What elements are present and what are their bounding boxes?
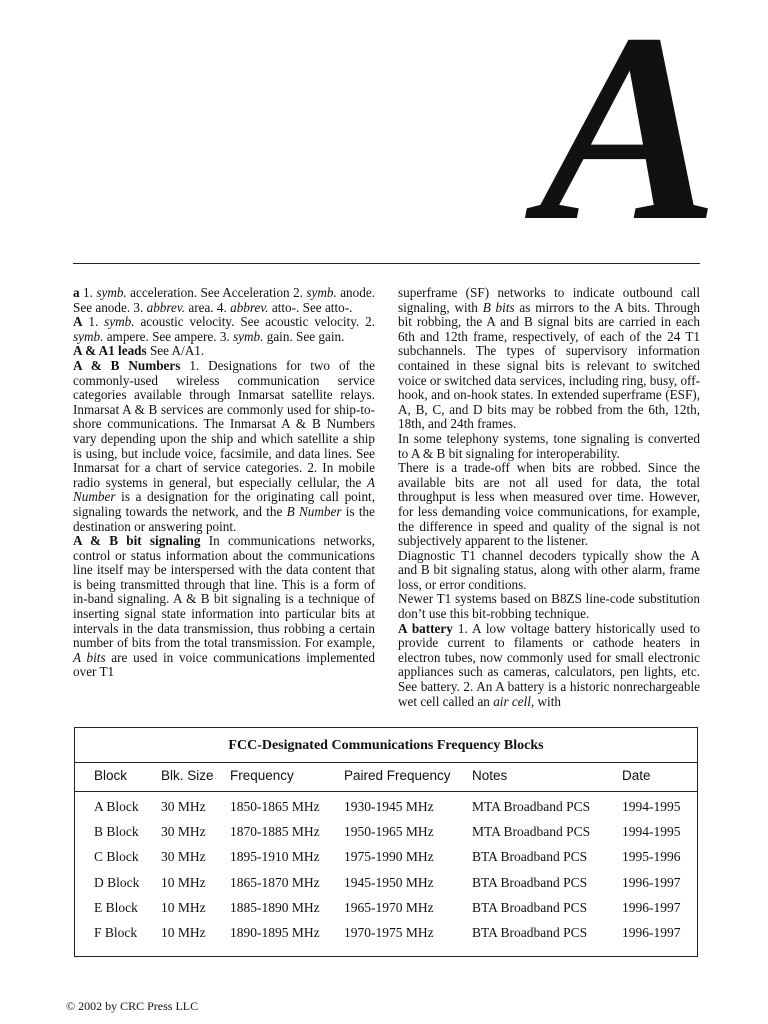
glossary-entry [398, 461, 700, 549]
table-cell: 1970-1975 MHz [344, 925, 434, 940]
glossary-entry [73, 359, 375, 534]
entry-text: anode. See anode. 3. [73, 285, 375, 315]
table-cell: BTA Broadband PCS [472, 899, 588, 915]
table-cell: 1895-1910 MHz [230, 849, 320, 865]
glossary-entry [398, 592, 700, 621]
copyright-footer: © 2002 by CRC Press LLC [66, 999, 199, 1013]
column-header: Frequency [230, 768, 294, 783]
entry-text: are used in voice communications implemented over T1 [73, 649, 375, 680]
header-rule [73, 263, 700, 264]
table-cell: F Block [94, 925, 138, 940]
entry-text: Diagnostic T1 channel decoders typically show the A and B bit signaling status, along with other alarm, frame loss, or error conditions. [398, 547, 700, 592]
table-cell: 30 MHz [161, 849, 206, 865]
table-cell: MTA Broadband PCS [472, 799, 591, 814]
glossary-entry [73, 534, 375, 680]
column-header: Date [622, 768, 651, 783]
entry-term: a [73, 285, 80, 300]
entry-text: symb. [96, 285, 127, 300]
table-cell: E Block [94, 899, 138, 915]
table-header-rule [75, 791, 697, 792]
entry-term: A & B bit signaling [73, 533, 201, 549]
table-cell: 1850-1865 MHz [230, 799, 320, 814]
glossary-entry [398, 622, 700, 710]
column-header: Notes [472, 768, 508, 783]
glossary-entry [73, 315, 375, 344]
entry-text: 1. [82, 314, 105, 330]
table-cell: 1885-1890 MHz [230, 899, 320, 915]
entry-text: acoustic velocity. See acoustic velocity. 2. [134, 314, 376, 330]
left-column [73, 286, 375, 680]
entry-text: A Number [73, 474, 375, 505]
table-cell: 1930-1945 MHz [344, 799, 434, 814]
entry-text: acceleration. See Acceleration 2. [126, 285, 307, 300]
table-cell: 1996-1997 [622, 874, 681, 890]
table-cell: 1870-1885 MHz [230, 824, 320, 840]
table-cell: 10 MHz [161, 925, 206, 940]
entry-text: 1. Designations for two of the commonly-used wireless communication service categories available through Inmarsat satellite relays. Inmarsat A & B services are commonly used for ship-to-shore communications. The Inmarsat A & B Numbers vary depending upon the ship and which satellite a ship is using, but include voice, facsimile, and data lines. See Inmarsat for a chart of service categories. 2. In mobile radio systems in general, but especially cellular, the [73, 357, 375, 490]
entry-text: See A/A1. [146, 343, 205, 359]
table-cell: 1950-1965 MHz [344, 824, 434, 840]
table-cell: 1975-1990 MHz [344, 849, 434, 865]
entry-text: In some telephony systems, tone signaling is converted to A & B bit signaling for interoperability. [398, 430, 700, 461]
table-cell: 1995-1996 [622, 849, 681, 865]
chapter-letter: A [538, 0, 715, 277]
table-title-rule [75, 762, 697, 763]
glossary-entry [73, 344, 375, 359]
entry-text: as mirrors to the A bits. Through bit robbing, the A and B signal bits are carried in each 6th and 12th frame, respectively, of each of the 24 T1 subchannels. The types of supervisory information contained in these signal bits is relevant to switched voice or switched data services, including ring, busy, off-hook, and on-hook states. In extended superframe (ESF), A, B, C, and D bits may be robbed from the 6th, 12th, 18th, and 24th frames. [398, 299, 700, 432]
entry-text: symb. [104, 314, 135, 330]
entry-text: symb. [233, 328, 264, 344]
entry-text: 1. [79, 285, 97, 300]
entry-text: superframe (SF) networks to indicate outbound call signaling, with [398, 285, 700, 315]
table-cell: 10 MHz [161, 874, 206, 890]
entry-text: symb. [306, 285, 337, 300]
entry-text: B Number [286, 503, 342, 519]
right-column [398, 286, 700, 709]
table-cell: D Block [94, 874, 140, 890]
entry-text: is the destination or answering point. [73, 503, 375, 534]
entry-text: A bits [73, 649, 106, 665]
table-cell: 1890-1895 MHz [230, 925, 320, 940]
table-cell: 1945-1950 MHz [344, 874, 434, 890]
entry-text: abbrev. [230, 299, 269, 315]
entry-term: A & A1 leads [73, 343, 147, 359]
table-cell: 1996-1997 [622, 899, 681, 915]
table-cell: B Block [94, 824, 139, 840]
entry-text: In communications networks, control or status information about the communications line itself may be interspersed with the data content that is being transmitted through that line. This is a form of in-band signaling. A & B bit signaling is a technique of inserting signal state information into particular bits at intervals in the data transmission, thus robbing a certain number of bits from the total transmission. For example, [73, 533, 376, 651]
table-cell: A Block [94, 799, 139, 814]
column-header: Paired Frequency [344, 768, 451, 783]
glossary-entry [398, 432, 700, 461]
table-cell: 1865-1870 MHz [230, 874, 320, 890]
entry-text: , with [530, 693, 561, 709]
entry-text: abbrev. [146, 299, 186, 315]
table-cell: 1965-1970 MHz [344, 899, 434, 915]
column-header: Block [94, 768, 128, 783]
entry-text: gain. See gain. [263, 328, 345, 344]
entry-text: Newer T1 systems based on B8ZS line-code substitution don’t use this bit-robbing technique. [398, 591, 700, 622]
frequency-table [74, 727, 698, 957]
table-cell: MTA Broadband PCS [472, 824, 591, 840]
entry-term: A & B Numbers [73, 357, 181, 373]
entry-text: air cell [493, 693, 531, 709]
entry-text: 1. A low voltage battery historically used to provide current to filaments or cathode heaters in electron tubes, now commonly used for small electronic appliances such as cameras, calculators, pen lights, etc. See battery. 2. An A battery is a historic nonrechargeable wet cell called an [398, 620, 700, 709]
table-cell: 1996-1997 [622, 925, 681, 940]
table-cell: BTA Broadband PCS [472, 874, 588, 890]
entry-text: is a designation for the originating call point, signaling towards the network, and the [73, 489, 375, 519]
entry-text: area. 4. [185, 299, 231, 315]
table-cell: 10 MHz [161, 899, 206, 915]
column-header: Blk. Size [161, 768, 214, 783]
table-cell: BTA Broadband PCS [472, 849, 588, 865]
entry-text: ampere. See ampere. 3. [103, 328, 234, 344]
table-cell: 1994-1995 [622, 824, 681, 840]
entry-text: B bits [482, 299, 515, 315]
entry-term: A battery [398, 620, 453, 636]
table-cell: 30 MHz [161, 824, 206, 840]
table-cell: BTA Broadband PCS [472, 925, 588, 940]
entry-text: atto-. See atto-. [268, 299, 353, 315]
glossary-entry [73, 286, 375, 315]
table-cell: 30 MHz [161, 799, 206, 814]
entry-text: There is a trade-off when bits are robbed. Since the available bits are not all used for data, the total throughput is less when measured over time. However, for less demanding voice communications, for example, the difference in speed and quality of the signal is not subjectively apparent to the listener. [398, 460, 700, 549]
entry-text: symb. [73, 328, 104, 344]
table-title: FCC-Designated Communications Frequency Blocks [228, 738, 544, 753]
table-cell: C Block [94, 849, 139, 865]
table-cell: 1994-1995 [622, 799, 681, 814]
glossary-entry [398, 286, 700, 432]
entry-term: A [73, 314, 83, 330]
glossary-entry [398, 549, 700, 593]
